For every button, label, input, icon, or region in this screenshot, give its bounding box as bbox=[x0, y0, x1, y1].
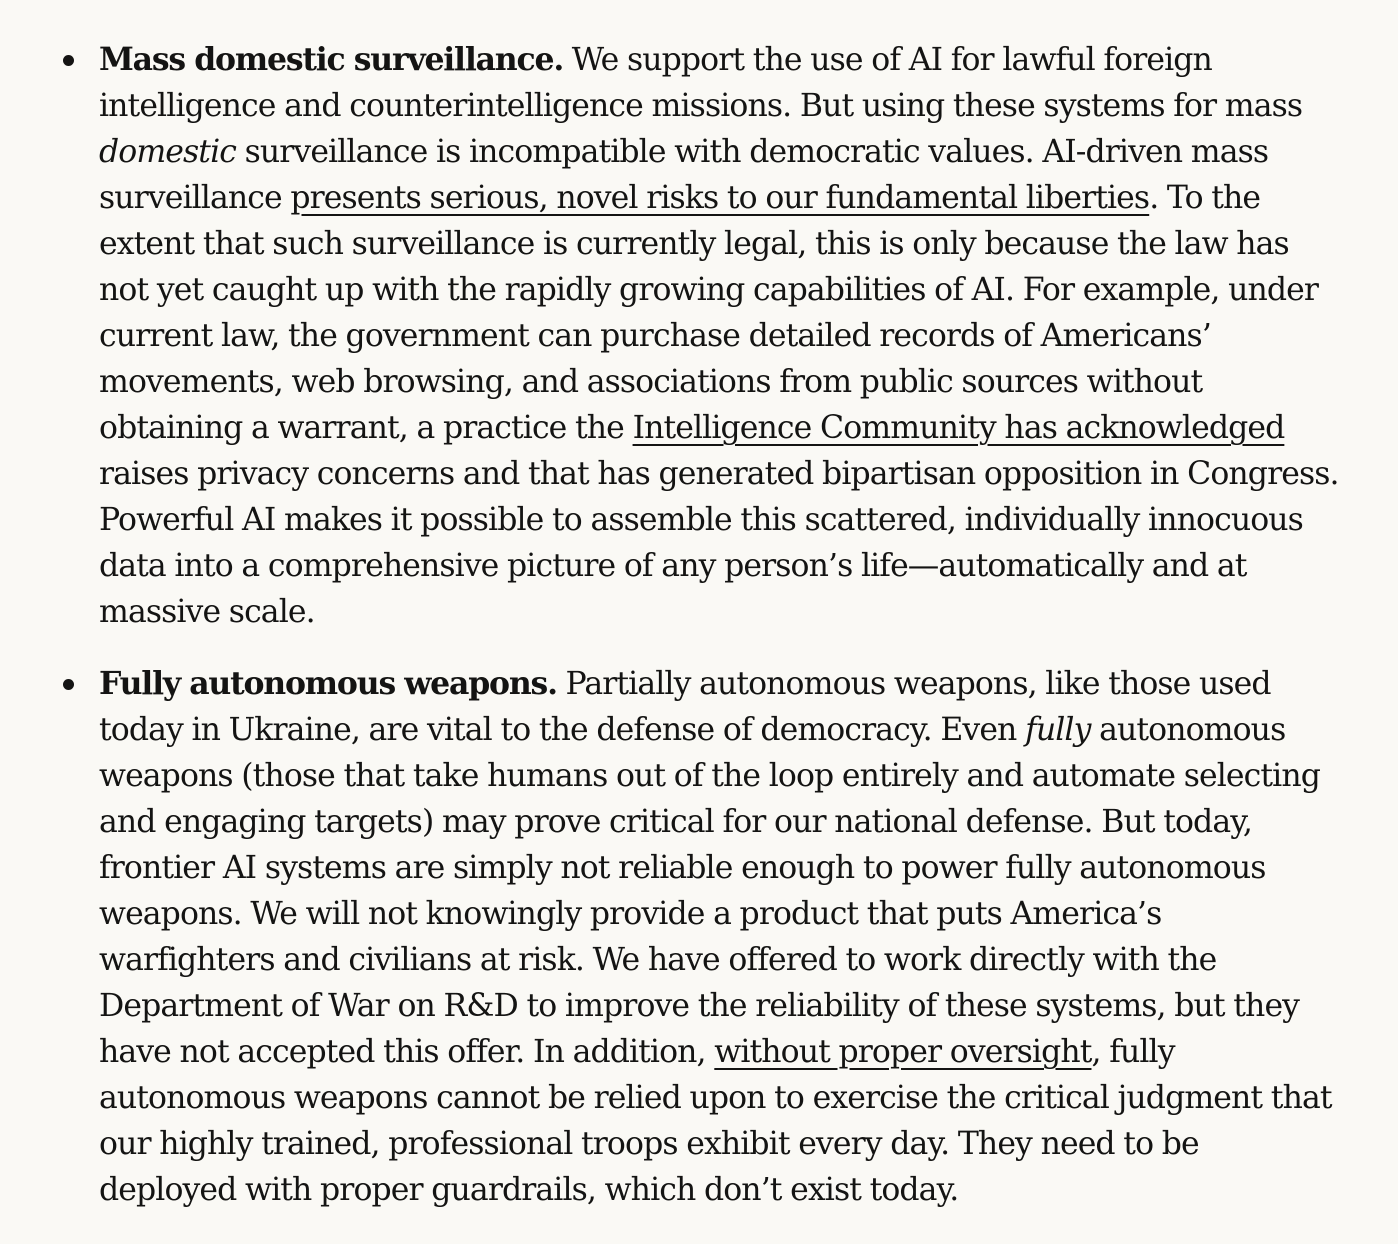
bullet-dot-icon bbox=[63, 679, 74, 690]
link-intelligence-community[interactable]: Intelligence Community has acknowledged bbox=[632, 410, 1285, 446]
bullet-text: surveillance is incompatible with democratic values. AI-driven mass surveillance bbox=[99, 134, 1269, 216]
bullet-item-surveillance bbox=[99, 37, 1339, 635]
bullet-dot-icon bbox=[63, 55, 74, 66]
bullet-lead: Mass domestic surveillance. bbox=[99, 41, 564, 78]
bullet-text: Partially autonomous weapons, like those used today in Ukraine, are vital to the defense of democracy. Even bbox=[99, 666, 1271, 748]
bullet-text: autonomous weapons (those that take humans out of the loop entirely and automate selecting and engaging targets) may prove critical for our national defense. But today, frontier AI systems are simply not reliable enough to power fully autonomous weapons. We will not knowingly provide a product that puts America’s warfighters and civilians at risk. We have offered to work directly with the Department of War on R&D to improve the reliability of these systems, but they have not accepted this offer. In addition, bbox=[99, 712, 1320, 1070]
bullet-text: . To the extent that such surveillance is currently legal, this is only because the law has not yet caught up with the rapidly growing capabilities of AI. For example, under current law, the government can purchase detailed records of Americans’ movements, web browsing, and associations from public sources without obtaining a warrant, a practice the bbox=[99, 180, 1319, 446]
link-fundamental-liberties[interactable]: presents serious, novel risks to our fundamental liberties bbox=[290, 180, 1150, 216]
bullet-lead: Fully autonomous weapons. bbox=[99, 665, 557, 702]
link-proper-oversight[interactable]: without proper oversight bbox=[714, 1034, 1092, 1070]
bullet-text: We support the use of AI for lawful foreign intelligence and counterintelligence missions. But using these systems for mass bbox=[99, 42, 1303, 124]
emphasis-text: domestic bbox=[99, 134, 236, 170]
bullet-text: raises privacy concerns and that has generated bipartisan opposition in Congress. Powerful AI makes it possible to assemble this scattered, individually innocuous data into a comprehensive picture of any person’s life—automatically and at massive scale. bbox=[99, 456, 1339, 630]
emphasis-text: fully bbox=[1025, 712, 1091, 748]
bullet-item-weapons bbox=[99, 661, 1339, 1213]
bullet-text: , fully autonomous weapons cannot be relied upon to exercise the critical judgment that our highly trained, professional troops exhibit every day. They need to be deployed with proper guardrails, which don’t exist today. bbox=[99, 1034, 1332, 1208]
